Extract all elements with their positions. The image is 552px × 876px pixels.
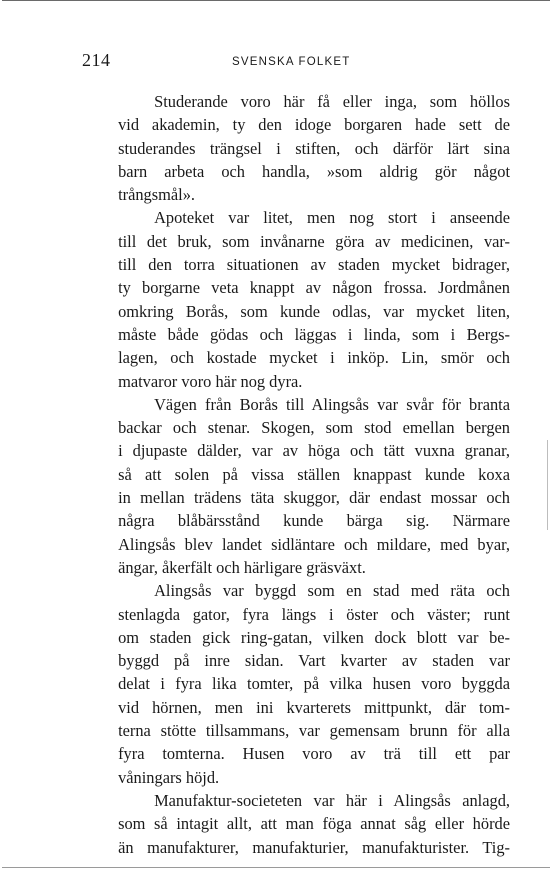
text-line: så att solen på vissa ställen knappast kunde koxa <box>118 464 510 484</box>
text-line: studerandes trängsel i stiften, och därför lärt sina <box>118 138 510 158</box>
page-header <box>82 50 512 76</box>
text-line: vid akademin, ty den idoge borgaren hade sett de <box>118 115 510 135</box>
text-line: Studerande voro här få eller inga, som höllos <box>154 92 510 111</box>
text-line: Apoteket var litet, men nog stort i anseende <box>154 208 510 228</box>
paragraph-5 <box>82 789 510 859</box>
paragraph-2 <box>82 206 510 392</box>
page-number: 214 <box>82 50 111 70</box>
top-edge-rule <box>2 0 550 3</box>
text-line: i djupaste dälder, var av höga och tätt vuxna granar, <box>118 441 510 461</box>
text-line: än manufakturer, manufakturier, manufakturister. Tig- <box>118 837 510 857</box>
text-line: Alingsås var byggd som en stad med räta och <box>154 581 510 601</box>
text-line: terna stötte tillsammans, var gemensam brunn för alla <box>118 721 510 741</box>
text-line: delat i fyra lika tomter, på vilka husen voro byggda <box>118 674 510 694</box>
text-line: ängar, åkerfält och härligare gräsväxt. <box>118 557 366 577</box>
text-line: Manufaktur-societeten var här i Alingsås anlagd, <box>154 790 510 810</box>
text-line: måste både gödas och läggas i linda, som i Bergs- <box>118 324 510 344</box>
text-line: lagen, och kostade mycket i inköp. Lin, smör och <box>118 348 510 368</box>
text-line: Vägen från Borås till Alingsås var svår för branta <box>154 394 510 414</box>
text-line: till det bruk, som invånarne göra av medicinen, var- <box>118 231 510 251</box>
text-line: några blåbärsstånd kunde bärga sig. Närmare <box>118 511 510 531</box>
text-line: om staden gick ring-gatan, vilken dock blott var be- <box>118 627 510 647</box>
paragraph-4 <box>82 579 510 789</box>
text-line: våningars höjd. <box>118 767 220 787</box>
body-text <box>82 90 510 859</box>
text-line: matvaror voro här nog dyra. <box>118 371 303 391</box>
text-line: backar och stenar. Skogen, som stod emellan bergen <box>118 418 510 438</box>
text-line: omkring Borås, som kunde odlas, var mycket liten, <box>118 301 510 321</box>
text-line: vid hörnen, men ini kvarterets mittpunkt, där tom- <box>118 697 510 717</box>
text-line: som så intagit allt, att man föga annat såg eller hörde <box>118 814 510 834</box>
text-line: byggd på inre sidan. Vart kvarter av staden var <box>118 651 510 671</box>
text-line: ty borgarne veta knappt av någon frossa. Jordmånen <box>118 278 510 298</box>
paragraph-3 <box>82 393 510 579</box>
text-line: trångsmål». <box>118 185 196 205</box>
text-line: stenlagda gator, fyra längs i öster och väster; runt <box>118 604 510 624</box>
text-line: Alingsås blev landet sidläntare och mildare, med byar, <box>118 534 510 554</box>
text-line: in mellan trädens täta skuggor, där endast mossar och <box>118 488 510 508</box>
page-edge-shadow <box>547 440 548 530</box>
running-title: SVENSKA FOLKET <box>232 56 351 68</box>
paragraph-1 <box>82 90 510 206</box>
text-line: fyra tomterna. Husen voro av trä till ett par <box>118 744 510 764</box>
text-line: barn arbeta och handla, »som aldrig gör något <box>118 161 510 181</box>
bottom-edge-rule <box>2 867 550 868</box>
text-line: till den torra situationen av staden mycket bidrager, <box>118 255 510 275</box>
